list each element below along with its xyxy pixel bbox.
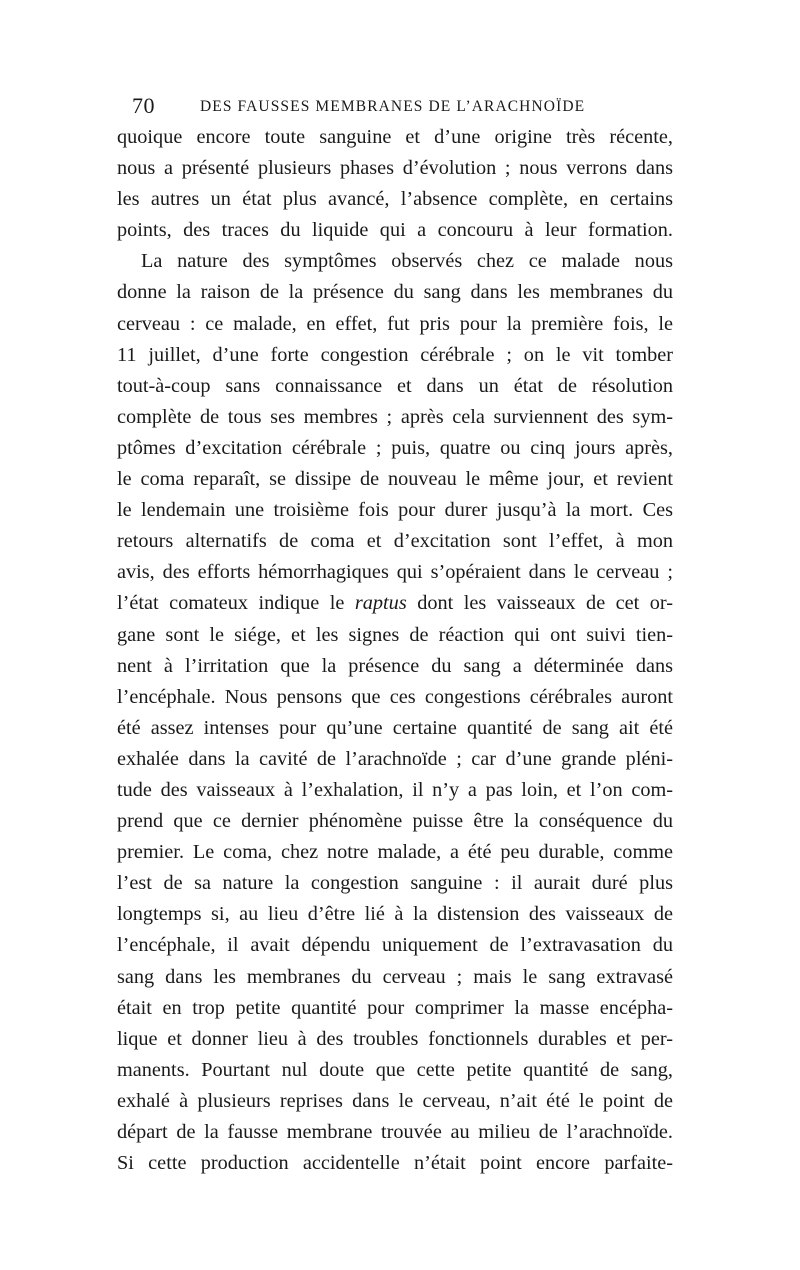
text-line: premier. Le coma, chez notre malade, a été peu durable, comme bbox=[117, 841, 673, 864]
running-title: DES FAUSSES MEMBRANES DE L’ARACHNOÏDE bbox=[200, 98, 586, 115]
text-line: points, des traces du liquide qui a concouru à leur formation. bbox=[117, 219, 673, 242]
text-line: gane sont le siége, et les signes de réaction qui ont suivi tien- bbox=[117, 623, 673, 646]
text-line: lique et donner lieu à des troubles fonctionnels durables et per- bbox=[117, 1027, 673, 1050]
text-line: tude des vaisseaux à l’exhalation, il n’y a pas loin, et l’on com- bbox=[117, 778, 673, 801]
text-line: était en trop petite quantité pour comprimer la masse encépha- bbox=[117, 996, 673, 1019]
page-number: 70 bbox=[132, 93, 155, 118]
text-line: exhalée dans la cavité de l’arachnoïde ; car d’une grande pléni- bbox=[117, 747, 673, 770]
text-line: avis, des efforts hémorrhagiques qui s’opéraient dans le cerveau ; bbox=[117, 561, 673, 584]
text-line: retours alternatifs de coma et d’excitation sont l’effet, à mon bbox=[117, 530, 673, 553]
italic-term: raptus bbox=[354, 592, 407, 615]
text-line: cerveau : ce malade, en effet, fut pris pour la première fois, le bbox=[117, 312, 673, 335]
text-line: donne la raison de la présence du sang dans les membranes du bbox=[117, 281, 673, 304]
text-line: été assez intenses pour qu’une certaine quantité de sang ait été bbox=[117, 716, 673, 739]
text-line: longtemps si, au lieu d’être lié à la distension des vaisseaux de bbox=[117, 903, 673, 926]
text-line: nous a présenté plusieurs phases d’évolution ; nous verrons dans bbox=[117, 157, 673, 180]
text-line: l’est de sa nature la congestion sanguine : il aurait duré plus bbox=[117, 872, 673, 895]
text-line: le lendemain une troisième fois pour durer jusqu’à la mort. Ces bbox=[117, 499, 673, 522]
page-header bbox=[132, 92, 672, 120]
text-line: quoique encore toute sanguine et d’une origine très récente, bbox=[117, 126, 673, 148]
paragraph-start-line: La nature des symptômes observés chez ce malade nous bbox=[141, 250, 673, 273]
text-line: l’encéphale, il avait dépendu uniquement de l’extravasation du bbox=[117, 934, 673, 957]
text-line: le coma reparaît, se dissipe de nouveau le même jour, et revient bbox=[117, 468, 673, 491]
text-line: exhalé à plusieurs reprises dans le cerveau, n’ait été le point de bbox=[117, 1089, 673, 1112]
text-line: tout-à-coup sans connaissance et dans un état de résolution bbox=[117, 374, 673, 397]
text-line: sang dans les membranes du cerveau ; mais le sang extravasé bbox=[117, 965, 673, 988]
text-segment: dont les vaisseaux de cet or- bbox=[417, 592, 673, 615]
text-segment: l’état comateux indique le bbox=[117, 592, 345, 615]
text-line: l’encéphale. Nous pensons que ces congestions cérébrales auront bbox=[117, 685, 673, 708]
text-line: ptômes d’excitation cérébrale ; puis, quatre ou cinq jours après, bbox=[117, 436, 673, 459]
text-line: complète de tous ses membres ; après cela surviennent des sym- bbox=[117, 405, 673, 428]
text-line: les autres un état plus avancé, l’absence complète, en certains bbox=[117, 188, 673, 211]
text-line: 11 juillet, d’une forte congestion cérébrale ; on le vit tomber bbox=[117, 343, 673, 366]
text-line: nent à l’irritation que la présence du sang a déterminée dans bbox=[117, 654, 673, 677]
text-line: manents. Pourtant nul doute que cette petite quantité de sang, bbox=[117, 1058, 673, 1081]
text-line: départ de la fausse membrane trouvée au milieu de l’arachnoïde. bbox=[117, 1121, 673, 1143]
body-text bbox=[117, 122, 673, 1179]
text-line: Si cette production accidentelle n’était point encore parfaite- bbox=[117, 1152, 673, 1175]
text-line: prend que ce dernier phénomène puisse être la conséquence du bbox=[117, 810, 673, 833]
text-line-with-italic bbox=[117, 588, 673, 619]
